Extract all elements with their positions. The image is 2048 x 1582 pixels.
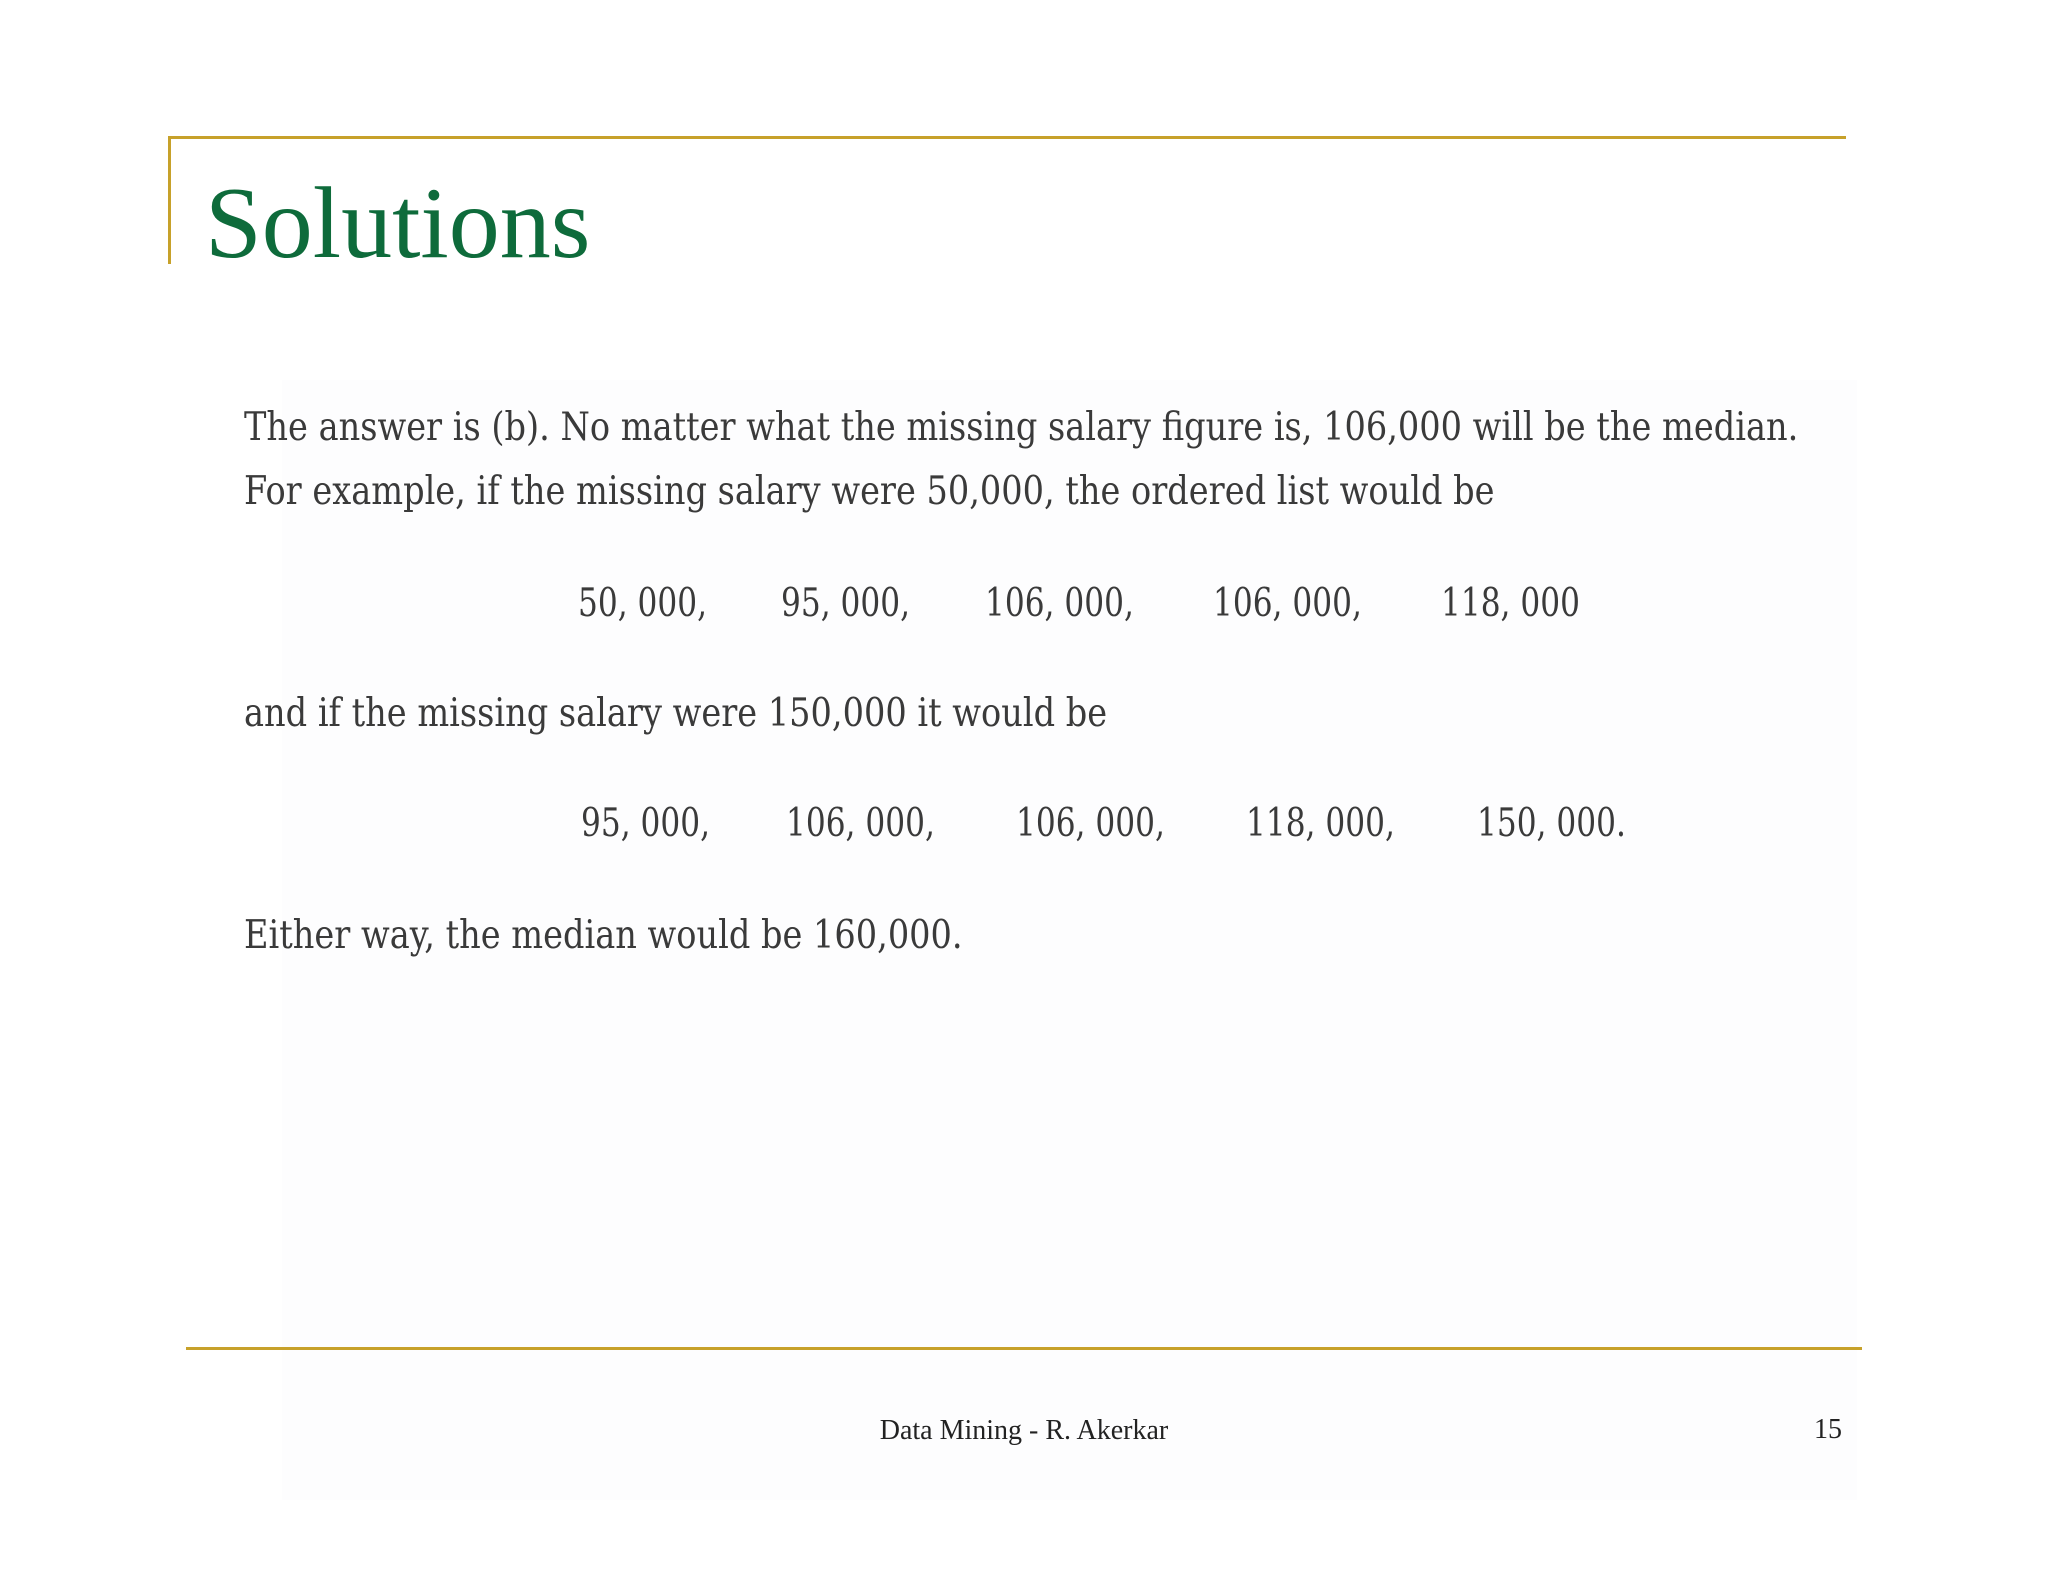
page-number: 15 (1814, 1414, 1842, 1445)
second-case-sentence: and if the missing salary were 150,000 it would be (244, 691, 1108, 736)
title-frame-top-rule (168, 136, 1846, 139)
conclusion-sentence: Either way, the median would be 160,000. (244, 913, 963, 958)
list-item: 50, 000, (578, 581, 708, 626)
slide-title: Solutions (205, 167, 591, 280)
answer-sentence: The answer is (b). No matter what the missing salary figure is, 106,000 will be the median. (244, 405, 1799, 450)
list-item: 106, 000, (1016, 801, 1166, 846)
ordered-list-example-1 (578, 572, 1614, 636)
list-item: 106, 000, (984, 581, 1134, 626)
list-item: 95, 000, (581, 801, 711, 846)
list-item: 118, 000 (1440, 581, 1580, 626)
list-item: 150, 000. (1476, 801, 1626, 846)
footer-text: Data Mining - R. Akerkar (879, 1415, 1169, 1446)
ordered-list-example-2 (581, 792, 1663, 856)
list-item: 118, 000, (1246, 801, 1396, 846)
footer-rule (186, 1347, 1862, 1350)
list-item: 95, 000, (781, 581, 911, 626)
title-frame-left-rule (168, 136, 171, 264)
list-item: 106, 000, (786, 801, 936, 846)
example-sentence: For example, if the missing salary were 50,000, the ordered list would be (244, 469, 1495, 514)
list-item: 106, 000, (1212, 581, 1362, 626)
